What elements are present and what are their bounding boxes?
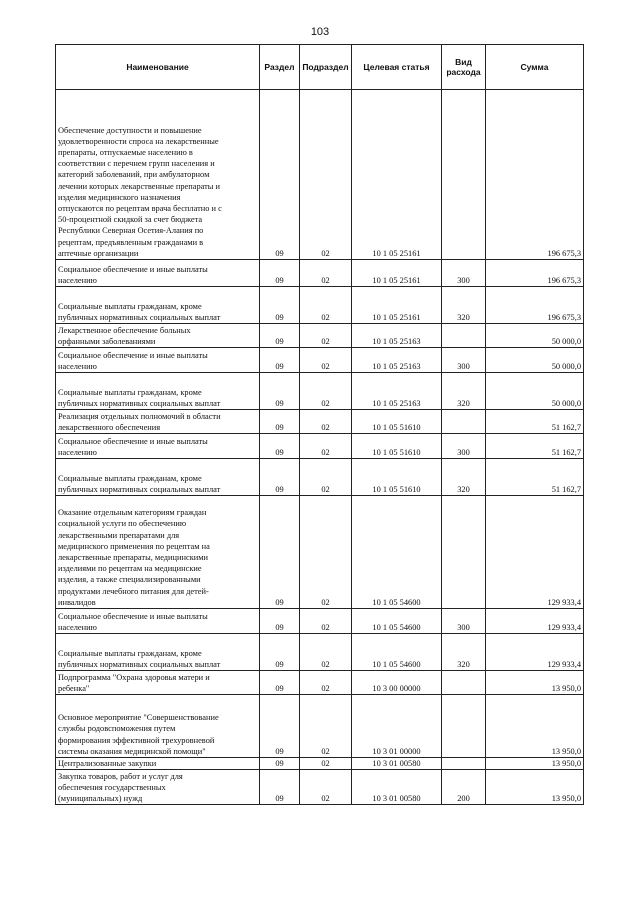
table-row [56, 609, 584, 634]
row-expense-type-cell: 320 [442, 634, 486, 671]
row-sum-cell: 13 950,0 [486, 695, 584, 758]
row-podrazdel-cell: 02 [300, 410, 352, 434]
row-razdel-cell: 09 [260, 287, 300, 324]
row-sum-cell: 196 675,3 [486, 90, 584, 260]
table-row [56, 758, 584, 770]
row-podrazdel-cell: 02 [300, 260, 352, 287]
row-expense-type-cell: 320 [442, 373, 486, 410]
row-name-cell: Социальное обеспечение и иные выплаты населению [56, 348, 260, 373]
row-podrazdel-cell: 02 [300, 287, 352, 324]
row-podrazdel-cell: 02 [300, 770, 352, 805]
table-row [56, 373, 584, 410]
budget-table [55, 44, 584, 805]
row-name-cell: Оказание отдельным категориям граждан социальной услуги по обеспечению лекарственными препаратами для медицинского применения по рецептам на лекарственные препараты, медицинскими изделиями по рецептам на медицинские изделия, а также специализированными продуктами лечебного питания для детей- инвалидов [56, 496, 260, 609]
row-target-article-cell: 10 1 05 25163 [352, 324, 442, 348]
row-sum-cell: 196 675,3 [486, 260, 584, 287]
row-target-article-cell: 10 1 05 51610 [352, 434, 442, 459]
row-target-article-cell: 10 1 05 54600 [352, 496, 442, 609]
row-expense-type-cell [442, 410, 486, 434]
row-sum-cell: 51 162,7 [486, 410, 584, 434]
row-target-article-cell: 10 1 05 25163 [352, 348, 442, 373]
row-target-article-cell: 10 3 01 00000 [352, 695, 442, 758]
row-podrazdel-cell: 02 [300, 758, 352, 770]
table-row [56, 695, 584, 758]
row-podrazdel-cell: 02 [300, 671, 352, 695]
row-name-cell: Социальное обеспечение и иные выплаты населению [56, 434, 260, 459]
row-name-cell: Социальные выплаты гражданам, кроме публичных нормативных социальных выплат [56, 459, 260, 496]
row-expense-type-cell: 300 [442, 348, 486, 373]
row-expense-type-cell: 320 [442, 459, 486, 496]
header-sum: Сумма [486, 45, 584, 90]
row-sum-cell: 13 950,0 [486, 770, 584, 805]
row-podrazdel-cell: 02 [300, 348, 352, 373]
row-razdel-cell: 09 [260, 671, 300, 695]
table-row [56, 260, 584, 287]
row-sum-cell: 129 933,4 [486, 634, 584, 671]
header-expense-type: Вид расхода [442, 45, 486, 90]
row-name-cell: Лекарственное обеспечение больных орфанными заболеваниями [56, 324, 260, 348]
table-row [56, 90, 584, 260]
row-razdel-cell: 09 [260, 434, 300, 459]
row-name-cell: Основное мероприятие "Совершенствование службы родовспоможения путем формирования эффективной трехуровневой системы оказания медицинской помощи" [56, 695, 260, 758]
row-razdel-cell: 09 [260, 609, 300, 634]
row-target-article-cell: 10 1 05 25161 [352, 260, 442, 287]
row-podrazdel-cell: 02 [300, 324, 352, 348]
table-row [56, 348, 584, 373]
row-name-cell: Социальные выплаты гражданам, кроме публичных нормативных социальных выплат [56, 373, 260, 410]
row-razdel-cell: 09 [260, 770, 300, 805]
row-target-article-cell: 10 1 05 54600 [352, 609, 442, 634]
row-target-article-cell: 10 1 05 51610 [352, 410, 442, 434]
table-header-row [56, 45, 584, 90]
table-row [56, 634, 584, 671]
row-name-cell: Обеспечение доступности и повышение удовлетворенности спроса на лекарственные препараты, отпускаемые населению в соответствии с перечнем групп населения и категорий заболеваний, при амбулаторном лечении которых лекарственные препараты и изделия медицинского назначения отпускаются по рецептам врача бесплатно и с 50-процентной скидкой за счет бюджета Республики Северная Осетия-Алания по рецептам, предъявленным гражданами в аптечные организации [56, 90, 260, 260]
row-razdel-cell: 09 [260, 348, 300, 373]
row-razdel-cell: 09 [260, 410, 300, 434]
row-target-article-cell: 10 1 05 25161 [352, 287, 442, 324]
row-target-article-cell: 10 3 01 00580 [352, 758, 442, 770]
row-podrazdel-cell: 02 [300, 695, 352, 758]
row-target-article-cell: 10 3 00 00000 [352, 671, 442, 695]
row-podrazdel-cell: 02 [300, 496, 352, 609]
row-expense-type-cell: 320 [442, 287, 486, 324]
header-razdel: Раздел [260, 45, 300, 90]
row-podrazdel-cell: 02 [300, 459, 352, 496]
header-podrazdel: Подраздел [300, 45, 352, 90]
row-name-cell: Социальные выплаты гражданам, кроме публичных нормативных социальных выплат [56, 287, 260, 324]
table-row [56, 671, 584, 695]
row-razdel-cell: 09 [260, 634, 300, 671]
row-sum-cell: 129 933,4 [486, 609, 584, 634]
row-sum-cell: 50 000,0 [486, 348, 584, 373]
row-sum-cell: 50 000,0 [486, 324, 584, 348]
row-target-article-cell: 10 1 05 54600 [352, 634, 442, 671]
row-sum-cell: 50 000,0 [486, 373, 584, 410]
row-target-article-cell: 10 1 05 25163 [352, 373, 442, 410]
row-expense-type-cell: 300 [442, 434, 486, 459]
row-name-cell: Социальное обеспечение и иные выплаты населению [56, 260, 260, 287]
row-expense-type-cell [442, 90, 486, 260]
row-sum-cell: 51 162,7 [486, 459, 584, 496]
header-target-article: Целевая статья [352, 45, 442, 90]
table-row [56, 287, 584, 324]
row-expense-type-cell: 200 [442, 770, 486, 805]
row-expense-type-cell [442, 496, 486, 609]
table-row [56, 459, 584, 496]
row-razdel-cell: 09 [260, 695, 300, 758]
header-name: Наименование [56, 45, 260, 90]
table-row [56, 434, 584, 459]
row-sum-cell: 13 950,0 [486, 758, 584, 770]
row-name-cell: Подпрограмма "Охрана здоровья матери и ребенка" [56, 671, 260, 695]
row-name-cell: Реализация отдельных полномочий в области лекарственного обеспечения [56, 410, 260, 434]
page-number: 103 [310, 26, 330, 38]
table-row [56, 410, 584, 434]
row-expense-type-cell [442, 758, 486, 770]
row-target-article-cell: 10 1 05 25161 [352, 90, 442, 260]
row-podrazdel-cell: 02 [300, 634, 352, 671]
row-expense-type-cell: 300 [442, 260, 486, 287]
row-razdel-cell: 09 [260, 758, 300, 770]
row-podrazdel-cell: 02 [300, 373, 352, 410]
row-razdel-cell: 09 [260, 496, 300, 609]
row-name-cell: Социальное обеспечение и иные выплаты населению [56, 609, 260, 634]
row-expense-type-cell [442, 695, 486, 758]
row-sum-cell: 13 950,0 [486, 671, 584, 695]
row-name-cell: Закупка товаров, работ и услуг для обеспечения государственных (муниципальных) нужд [56, 770, 260, 805]
row-sum-cell: 51 162,7 [486, 434, 584, 459]
row-target-article-cell: 10 3 01 00580 [352, 770, 442, 805]
row-expense-type-cell: 300 [442, 609, 486, 634]
table-body [56, 90, 584, 805]
row-razdel-cell: 09 [260, 459, 300, 496]
row-podrazdel-cell: 02 [300, 609, 352, 634]
table-row [56, 496, 584, 609]
table-row [56, 770, 584, 805]
row-sum-cell: 129 933,4 [486, 496, 584, 609]
row-target-article-cell: 10 1 05 51610 [352, 459, 442, 496]
row-expense-type-cell [442, 671, 486, 695]
row-sum-cell: 196 675,3 [486, 287, 584, 324]
row-name-cell: Социальные выплаты гражданам, кроме публичных нормативных социальных выплат [56, 634, 260, 671]
row-podrazdel-cell: 02 [300, 90, 352, 260]
row-expense-type-cell [442, 324, 486, 348]
table-row [56, 324, 584, 348]
row-name-cell: Централизованные закупки [56, 758, 260, 770]
row-podrazdel-cell: 02 [300, 434, 352, 459]
row-razdel-cell: 09 [260, 260, 300, 287]
row-razdel-cell: 09 [260, 90, 300, 260]
row-razdel-cell: 09 [260, 373, 300, 410]
row-razdel-cell: 09 [260, 324, 300, 348]
